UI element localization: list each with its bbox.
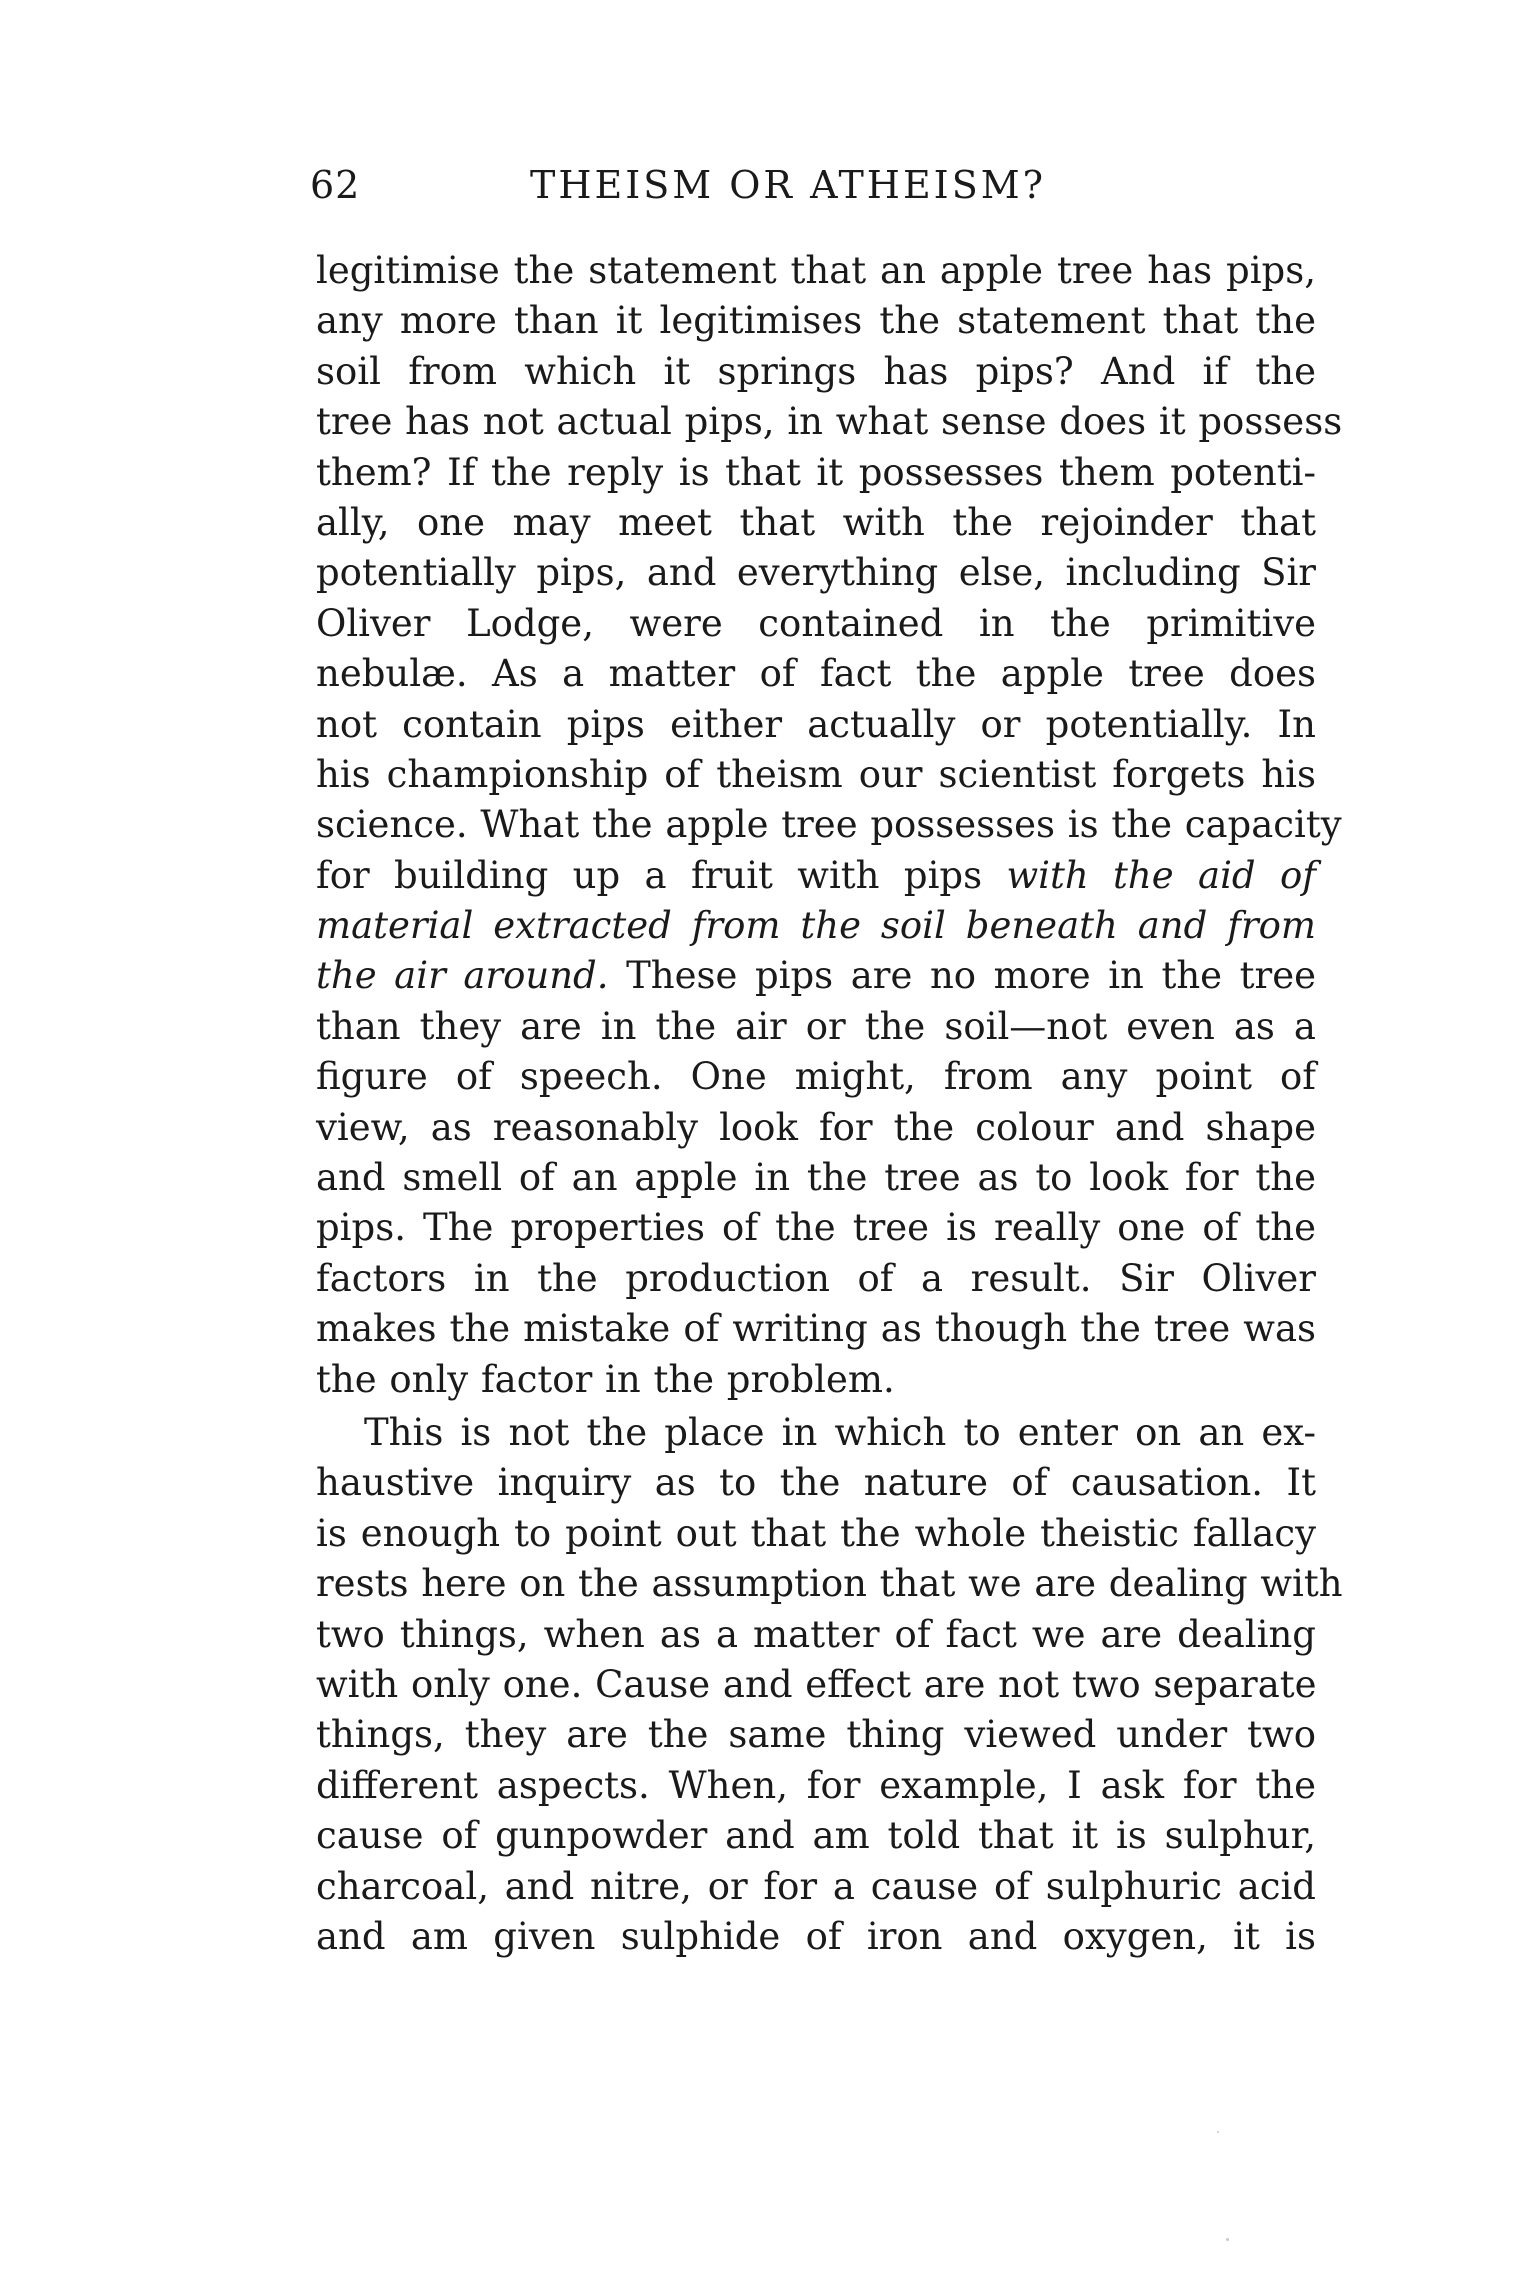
text-line (316, 1912, 1316, 1962)
text-line (316, 1355, 1316, 1405)
text-segment: than they are in the air or the soil—not even as a (316, 1004, 1316, 1048)
text-line (316, 246, 1316, 296)
text-line (316, 951, 1316, 1001)
text-segment: and am given sulphide of iron and oxygen, it is (316, 1914, 1316, 1958)
text-segment: soil from which it springs has pips? And if the (316, 349, 1316, 393)
text-segment: his championship of theism our scientist forgets his (316, 752, 1316, 796)
text-segment: potentially pips, and everything else, including Sir (316, 551, 1316, 595)
text-segment: the only factor in the problem. (316, 1357, 895, 1401)
text-line (316, 1458, 1316, 1508)
text-segment: ally, one may meet that with the rejoinder that (316, 500, 1316, 544)
text-segment: for building up a fruit with pips (316, 853, 1007, 897)
text-segment: cause of gunpowder and am told that it is sulphur, (316, 1814, 1316, 1858)
text-segment: factors in the production of a result. Sir Oliver (316, 1256, 1316, 1300)
text-line (316, 296, 1316, 346)
text-line (316, 1153, 1316, 1203)
text-segment: These pips are no more in the tree (608, 954, 1316, 998)
text-segment: with only one. Cause and effect are not two separate (316, 1662, 1317, 1706)
text-line (316, 1254, 1316, 1304)
text-line (316, 599, 1316, 649)
text-line (316, 1610, 1316, 1660)
text-line (316, 1761, 1316, 1811)
text-line (316, 1559, 1343, 1609)
italic-text: with the aid of (1006, 853, 1316, 897)
text-segment: science. What the apple tree possesses is the capacity (316, 803, 1342, 847)
text-line (316, 700, 1316, 750)
text-segment: rests here on the assumption that we are dealing with (316, 1562, 1343, 1606)
text-segment: view, as reasonably look for the colour and shape (316, 1105, 1316, 1149)
text-segment: nebulæ. As a matter of fact the apple tree does (316, 652, 1316, 696)
text-line (316, 851, 1316, 901)
text-line (316, 1408, 1316, 1458)
text-segment: legitimise the statement that an apple tree has pips, (316, 249, 1316, 292)
text-block (316, 246, 1343, 1962)
text-segment: figure of speech. One might, from any point of (316, 1055, 1316, 1099)
text-line (316, 397, 1343, 447)
text-line (316, 800, 1342, 850)
text-line (316, 1710, 1316, 1760)
italic-text: material extracted from the soil beneath and from (316, 904, 1316, 948)
text-segment: charcoal, and nitre, or for a cause of sulphuric acid (316, 1864, 1316, 1908)
page-number: 62 (310, 163, 361, 207)
text-line (316, 347, 1316, 397)
text-segment: This is not the place in which to enter on an ex- (364, 1410, 1316, 1454)
paragraph (316, 1408, 1343, 1962)
text-line (316, 1103, 1316, 1153)
paper-speck (1226, 2238, 1229, 2241)
text-line (316, 1811, 1316, 1861)
text-segment: different aspects. When, for example, I ask for the (316, 1763, 1316, 1807)
text-segment: two things, when as a matter of fact we are dealing (316, 1612, 1316, 1656)
text-line (316, 1862, 1316, 1912)
text-segment: makes the mistake of writing as though the tree was (316, 1307, 1316, 1351)
text-line (316, 1509, 1316, 1559)
text-line (316, 548, 1316, 598)
paper-speck (1217, 2131, 1219, 2133)
text-line (316, 1203, 1316, 1253)
text-segment: Oliver Lodge, were contained in the primitive (316, 601, 1316, 645)
text-segment: any more than it legitimises the statement that the (316, 299, 1316, 343)
paragraph (316, 246, 1343, 1405)
text-segment: haustive inquiry as to the nature of causation. It (316, 1461, 1316, 1505)
text-segment: pips. The properties of the tree is really one of the (316, 1206, 1316, 1250)
italic-text: the air around. (316, 954, 609, 998)
text-line (316, 750, 1316, 800)
running-title: THEISM OR ATHEISM? (530, 163, 1047, 207)
text-line (316, 1304, 1316, 1354)
text-line (316, 901, 1316, 951)
text-segment: tree has not actual pips, in what sense does it possess (316, 400, 1343, 444)
text-line (316, 1002, 1316, 1052)
text-segment: not contain pips either actually or potentially. In (316, 702, 1316, 746)
text-segment: things, they are the same thing viewed under two (316, 1713, 1316, 1757)
text-line (316, 498, 1316, 548)
text-line (316, 448, 1316, 498)
text-segment: them? If the reply is that it possesses them potenti- (316, 450, 1316, 494)
text-segment: is enough to point out that the whole theistic fallacy (316, 1511, 1316, 1555)
text-segment: and smell of an apple in the tree as to look for the (316, 1156, 1316, 1200)
text-line (316, 1052, 1316, 1102)
text-line (316, 649, 1316, 699)
text-line (316, 1660, 1316, 1710)
